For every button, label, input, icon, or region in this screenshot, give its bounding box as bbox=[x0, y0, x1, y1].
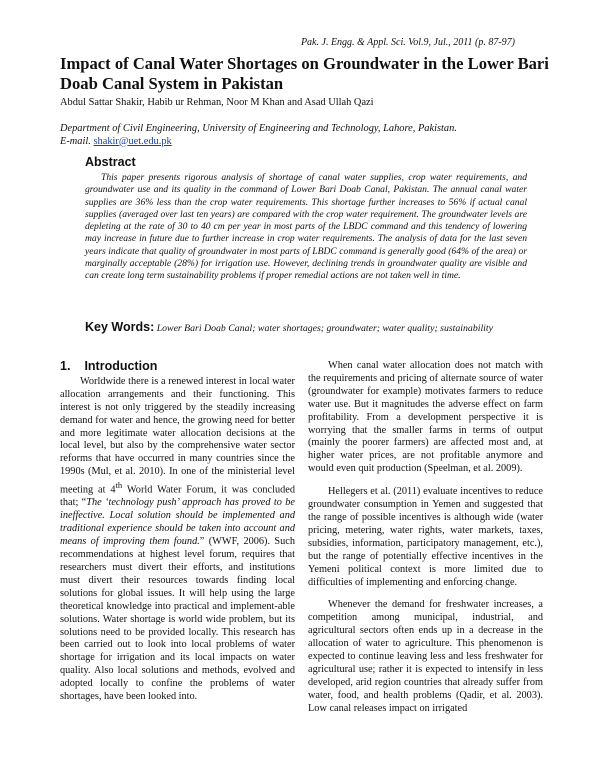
intro-p1-text-b: World Water Forum, it was concluded that; “ bbox=[60, 484, 295, 509]
author-list: Abdul Sattar Shakir, Habib ur Rehman, Noor M Khan and Asad Ullah Qazi bbox=[60, 97, 374, 108]
right-column bbox=[308, 360, 543, 716]
left-column bbox=[60, 360, 295, 704]
section-title: Introduction bbox=[84, 359, 158, 373]
section-heading-introduction bbox=[60, 360, 295, 373]
intro-paragraph-1 bbox=[60, 376, 295, 704]
abstract-heading: Abstract bbox=[85, 155, 136, 169]
intro-p1-text-a: Worldwide there is a renewed interest in local water allocation arrangements and their functioning. This interest is not only triggered by the steadily increasing demand for water and hence, the growing need for better and more legitimate water allocation decisions at the local level, but also by the comprehensive water sector reforms that have occurred in many countries since the 1990s (Mul, et al. 2010). In one of the ministerial level meeting at 4 bbox=[60, 375, 295, 496]
intro-paragraph-4: Whenever the demand for freshwater increases, a competition among municipal, industrial, and agricultural sectors often ends up in a decrease in the allocation of water to agriculture. This phenomenon is expected to continue leaving less and less freshwater for agricultural use; rather it is expected to intensify in less developed, arid region countries that already suffer from water, food, and health problems (Qadir, et al. 2003). Low canal releases impact on irrigated bbox=[308, 599, 543, 714]
affiliation-text: Department of Civil Engineering, University of Engineering and Technology, Lahore, Pakistan. bbox=[60, 123, 457, 134]
intro-paragraph-3: Hellegers et al. (2011) evaluate incentives to reduce groundwater consumption in Yemen and suggested that the range of possible incentives is although wide (water pricing, metering, water rights, water markets, taxes, subsidies, information, participatory management, etc.), but the range of potentially effective incentives in the Yemeni political context is more limited due to difficulties of implementing and enforcing change. bbox=[308, 486, 543, 588]
intro-paragraph-2: When canal water allocation does not match with the requirements and pricing of alternate source of water (groundwater for example) motivates farmers to reduce water use. But it magnitudes the adverse effect on farm profitability. From a development perspective it is worrying that the smaller farms in terms of output (mainly the poorer farmers) are affected most and, at higher water prices, are not profitable anymore and would even quit production (Speelman, et al. 2009). bbox=[308, 360, 543, 475]
affiliation-block bbox=[60, 123, 457, 148]
section-number: 1. bbox=[60, 359, 71, 373]
keywords-text: Lower Bari Doab Canal; water shortages; groundwater; water quality; sustainability bbox=[156, 323, 493, 334]
keywords-line bbox=[85, 320, 555, 334]
email-link[interactable]: shakir@uet.edu.pk bbox=[93, 135, 172, 147]
intro-p1-superscript: th bbox=[115, 480, 123, 491]
keywords-label: Key Words: bbox=[85, 320, 155, 334]
abstract-body: This paper presents rigorous analysis of shortage of canal water supplies, crop water requirements, and groundwater use and its quality in the command of Lower Bari Doab Canal, Pakistan. The annual canal water supplies are 36% less than the crop water requirements. This shortage further increases to 56% if actual canal supplies (averaged over last ten years) are compared with the crop water requirement. The groundwater levels are depleting at the rate of 30 to 40 cm per year in most parts of the LBDC command and this tendency of lowering may increase in future due to further increase in crop water requirements. The analysis of data for the last seven years indicate that quality of groundwater in most parts of LBDC command is generally good (64% of the area) or marginally acceptable (28%) for irrigation use. However, declining trends in groundwater quality are visible and can create long term sustainability problems if proper remedial actions are not taken well in time. bbox=[85, 172, 527, 282]
paper-title: Impact of Canal Water Shortages on Groundwater in the Lower Bari Doab Canal System in Pakistan bbox=[60, 54, 549, 93]
email-line bbox=[60, 136, 457, 149]
email-label: E-mail. bbox=[60, 135, 91, 147]
journal-citation: Pak. J. Engg. & Appl. Sci. Vol.9, Jul., 2011 (p. 87-97) bbox=[300, 37, 515, 48]
intro-p1-quote: The ‘technology push’ approach has proved to be ineffective. Local solution should be implemented and traditional experience should be taken into account and means of improving them found. bbox=[60, 497, 295, 548]
intro-p1-text-c: ” (WWF, 2006). Such recommendations at highest level forum, requires that researchers must divert their efforts, and institutions must divert their resources towards finding local solutions for global issues. It will help using the large theoretical knowledge into practical and implement-able solutions. Water shortage is world wide problem, but its solutions need to be provided locally. This research has been carried out to look into local problems of water shortage for irrigation and its local impacts on water quality. Also local solutions and methods, evolved and adopted locally to confine the problems of water shortages, have been looked into. bbox=[60, 536, 296, 703]
